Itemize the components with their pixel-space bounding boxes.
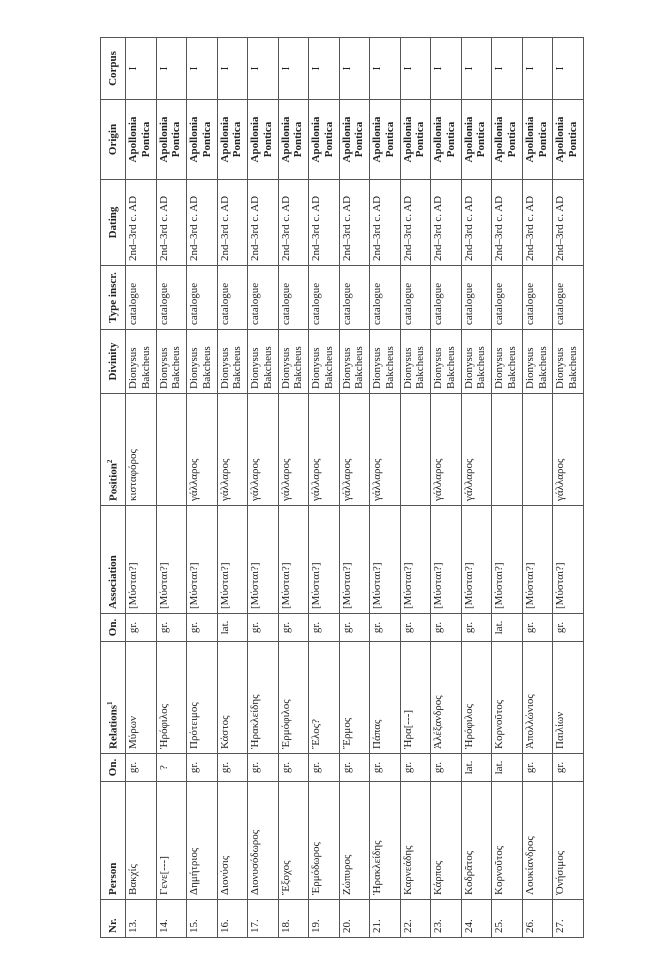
column-header-corpus: Corpus	[101, 38, 126, 100]
cell-relations: Ἔλος?	[309, 642, 340, 754]
cell-corpus: I	[370, 38, 401, 100]
cell-on2: gr.	[187, 614, 218, 642]
cell-person: Γενε[---]	[156, 782, 187, 900]
cell-person: Ὀνήσιμος	[553, 782, 584, 900]
cell-position: γάλλαρος	[431, 394, 462, 506]
cell-nr: 22.	[400, 900, 431, 938]
cell-association: [Μύσται?]	[492, 506, 523, 614]
cell-on2: gr.	[522, 614, 553, 642]
cell-on1: lat.	[492, 754, 523, 782]
cell-relations: Κάστος	[217, 642, 248, 754]
table-row	[370, 38, 401, 938]
cell-association: [Μύσται?]	[217, 506, 248, 614]
column-header-association: Association	[101, 506, 126, 614]
cell-on2: gr.	[248, 614, 279, 642]
cell-on1: gr.	[522, 754, 553, 782]
cell-relations: Ἀπολλώνιος	[522, 642, 553, 754]
cell-position: γάλλαρος	[370, 394, 401, 506]
inscription-table	[100, 37, 584, 938]
cell-on1: gr.	[553, 754, 584, 782]
footnote-marker: 2	[105, 459, 114, 464]
cell-association: [Μύσται?]	[553, 506, 584, 614]
cell-position: γάλλαρος	[278, 394, 309, 506]
cell-corpus: I	[339, 38, 370, 100]
cell-on1: gr.	[278, 754, 309, 782]
cell-corpus: I	[248, 38, 279, 100]
cell-on2: gr.	[126, 614, 157, 642]
table-row	[309, 38, 340, 938]
cell-nr: 26.	[522, 900, 553, 938]
cell-association: [Μύσται?]	[370, 506, 401, 614]
cell-position: γάλλαρος	[217, 394, 248, 506]
cell-origin: Apollonia Pontica	[461, 100, 492, 180]
cell-divinity: Dionysus Bakcheus	[522, 330, 553, 394]
cell-divinity: Dionysus Bakcheus	[370, 330, 401, 394]
column-header-type: Type inscr.	[101, 266, 126, 330]
cell-origin: Apollonia Pontica	[126, 100, 157, 180]
cell-person: Κάρπος	[431, 782, 462, 900]
cell-position: γάλλαρος	[187, 394, 218, 506]
cell-person: Κοδρᾶτος	[461, 782, 492, 900]
cell-position	[400, 394, 431, 506]
cell-dating: 2nd–3rd c. AD	[187, 180, 218, 266]
table-row	[431, 38, 462, 938]
cell-nr: 27.	[553, 900, 584, 938]
cell-origin: Apollonia Pontica	[370, 100, 401, 180]
cell-origin: Apollonia Pontica	[553, 100, 584, 180]
table-row	[126, 38, 157, 938]
cell-type: catalogue	[553, 266, 584, 330]
cell-divinity: Dionysus Bakcheus	[278, 330, 309, 394]
cell-dating: 2nd–3rd c. AD	[492, 180, 523, 266]
table-row	[156, 38, 187, 938]
cell-person: Διονύσις	[217, 782, 248, 900]
cell-position	[492, 394, 523, 506]
cell-dating: 2nd–3rd c. AD	[400, 180, 431, 266]
cell-corpus: I	[492, 38, 523, 100]
cell-person: Λουκίανδρος	[522, 782, 553, 900]
cell-association: [Μύσται?]	[400, 506, 431, 614]
cell-origin: Apollonia Pontica	[339, 100, 370, 180]
table-row	[217, 38, 248, 938]
cell-relations: Ἡρόφιλος	[461, 642, 492, 754]
cell-position: γάλλαρος	[309, 394, 340, 506]
cell-type: catalogue	[217, 266, 248, 330]
cell-on1: gr.	[431, 754, 462, 782]
cell-on2: gr.	[278, 614, 309, 642]
table-row	[492, 38, 523, 938]
cell-divinity: Dionysus Bakcheus	[492, 330, 523, 394]
cell-type: catalogue	[126, 266, 157, 330]
cell-person: Δημήτριος	[187, 782, 218, 900]
cell-relations: Ἡρόφιλος	[156, 642, 187, 754]
cell-type: catalogue	[248, 266, 279, 330]
cell-nr: 25.	[492, 900, 523, 938]
cell-position	[156, 394, 187, 506]
cell-relations: Μύρων	[126, 642, 157, 754]
column-header-origin: Origin	[101, 100, 126, 180]
table-row	[400, 38, 431, 938]
cell-dating: 2nd–3rd c. AD	[431, 180, 462, 266]
cell-person: Ζώπυρος	[339, 782, 370, 900]
cell-on1: gr.	[187, 754, 218, 782]
cell-type: catalogue	[339, 266, 370, 330]
table-header-row	[101, 38, 126, 938]
cell-dating: 2nd–3rd c. AD	[461, 180, 492, 266]
cell-position: γάλλαρος	[461, 394, 492, 506]
cell-on2: gr.	[339, 614, 370, 642]
cell-nr: 23.	[431, 900, 462, 938]
cell-dating: 2nd–3rd c. AD	[553, 180, 584, 266]
cell-divinity: Dionysus Bakcheus	[309, 330, 340, 394]
column-header-on2: On.	[101, 614, 126, 642]
cell-on1: ?	[156, 754, 187, 782]
cell-person: Διονυσόδωρος	[248, 782, 279, 900]
cell-on2: gr.	[370, 614, 401, 642]
cell-divinity: Dionysus Bakcheus	[156, 330, 187, 394]
cell-divinity: Dionysus Bakcheus	[431, 330, 462, 394]
cell-on2: gr.	[309, 614, 340, 642]
cell-dating: 2nd–3rd c. AD	[339, 180, 370, 266]
cell-type: catalogue	[492, 266, 523, 330]
table-row	[522, 38, 553, 938]
table-row	[278, 38, 309, 938]
cell-association: [Μύσται?]	[431, 506, 462, 614]
cell-relations: Ἡρακλείδης	[248, 642, 279, 754]
cell-corpus: I	[309, 38, 340, 100]
cell-divinity: Dionysus Bakcheus	[461, 330, 492, 394]
cell-type: catalogue	[156, 266, 187, 330]
cell-on1: gr.	[126, 754, 157, 782]
cell-dating: 2nd–3rd c. AD	[278, 180, 309, 266]
cell-association: [Μύσται?]	[156, 506, 187, 614]
column-header-position: Position$^2$	[101, 394, 126, 506]
cell-type: catalogue	[522, 266, 553, 330]
cell-type: catalogue	[309, 266, 340, 330]
cell-corpus: I	[461, 38, 492, 100]
cell-association: [Μύσται?]	[339, 506, 370, 614]
cell-type: catalogue	[278, 266, 309, 330]
column-header-nr: Nr.	[101, 900, 126, 938]
cell-relations: Πάπας	[370, 642, 401, 754]
cell-origin: Apollonia Pontica	[492, 100, 523, 180]
cell-on2: gr.	[156, 614, 187, 642]
cell-on1: gr.	[400, 754, 431, 782]
cell-origin: Apollonia Pontica	[217, 100, 248, 180]
cell-type: catalogue	[431, 266, 462, 330]
cell-person: Καρνεάδης	[400, 782, 431, 900]
cell-dating: 2nd–3rd c. AD	[156, 180, 187, 266]
cell-dating: 2nd–3rd c. AD	[126, 180, 157, 266]
cell-origin: Apollonia Pontica	[156, 100, 187, 180]
column-header-relations: Relations$^1$	[101, 642, 126, 754]
footnote-marker: 1	[105, 701, 114, 705]
table-row	[461, 38, 492, 938]
cell-corpus: I	[553, 38, 584, 100]
table-row	[339, 38, 370, 938]
cell-relations: Ἡρα[---]	[400, 642, 431, 754]
cell-association: [Μύσται?]	[248, 506, 279, 614]
table-row	[553, 38, 584, 938]
cell-on2: lat.	[217, 614, 248, 642]
cell-association: [Μύσται?]	[461, 506, 492, 614]
cell-relations: Παιλίων	[553, 642, 584, 754]
cell-origin: Apollonia Pontica	[431, 100, 462, 180]
column-header-divinity: Divinity	[101, 330, 126, 394]
cell-person: Ἑρμόδωρος	[309, 782, 340, 900]
cell-position: γάλλαρος	[339, 394, 370, 506]
rotated-table-page	[100, 38, 584, 938]
cell-origin: Apollonia Pontica	[248, 100, 279, 180]
column-header-dating: Dating	[101, 180, 126, 266]
cell-corpus: I	[278, 38, 309, 100]
cell-relations: Ἀλέξανδρος	[431, 642, 462, 754]
cell-nr: 24.	[461, 900, 492, 938]
cell-on1: gr.	[217, 754, 248, 782]
cell-association: [Μύσται?]	[187, 506, 218, 614]
cell-nr: 21.	[370, 900, 401, 938]
cell-relations: Κορνοῦτος	[492, 642, 523, 754]
cell-type: catalogue	[400, 266, 431, 330]
cell-type: catalogue	[370, 266, 401, 330]
cell-corpus: I	[187, 38, 218, 100]
cell-nr: 19.	[309, 900, 340, 938]
cell-nr: 20.	[339, 900, 370, 938]
cell-on2: lat.	[492, 614, 523, 642]
cell-nr: 18.	[278, 900, 309, 938]
cell-on2: gr.	[431, 614, 462, 642]
cell-origin: Apollonia Pontica	[278, 100, 309, 180]
cell-divinity: Dionysus Bakcheus	[400, 330, 431, 394]
cell-position: γάλλαρος	[248, 394, 279, 506]
cell-origin: Apollonia Pontica	[187, 100, 218, 180]
cell-association: [Μύσται?]	[309, 506, 340, 614]
cell-on1: gr.	[309, 754, 340, 782]
cell-association: [Μύσται?]	[522, 506, 553, 614]
cell-on1: gr.	[339, 754, 370, 782]
cell-on2: gr.	[553, 614, 584, 642]
cell-person: Ἔξοχος	[278, 782, 309, 900]
table-row	[187, 38, 218, 938]
cell-position	[522, 394, 553, 506]
cell-divinity: Dionysus Bakcheus	[187, 330, 218, 394]
cell-on1: lat.	[461, 754, 492, 782]
cell-association: [Μύσται?]	[126, 506, 157, 614]
cell-divinity: Dionysus Bakcheus	[553, 330, 584, 394]
cell-origin: Apollonia Pontica	[309, 100, 340, 180]
cell-dating: 2nd–3rd c. AD	[522, 180, 553, 266]
cell-type: catalogue	[461, 266, 492, 330]
cell-origin: Apollonia Pontica	[400, 100, 431, 180]
cell-dating: 2nd–3rd c. AD	[309, 180, 340, 266]
cell-corpus: I	[431, 38, 462, 100]
cell-nr: 14.	[156, 900, 187, 938]
cell-type: catalogue	[187, 266, 218, 330]
cell-relations: Ἔρμος	[339, 642, 370, 754]
cell-nr: 13.	[126, 900, 157, 938]
cell-person: Βακχίς	[126, 782, 157, 900]
column-header-on1: On.	[101, 754, 126, 782]
cell-relations: Πρότειμος	[187, 642, 218, 754]
cell-person: Ἡρακλείδης	[370, 782, 401, 900]
cell-on1: gr.	[370, 754, 401, 782]
cell-nr: 15.	[187, 900, 218, 938]
cell-divinity: Dionysus Bakcheus	[339, 330, 370, 394]
cell-divinity: Dionysus Bakcheus	[217, 330, 248, 394]
cell-corpus: I	[156, 38, 187, 100]
cell-association: [Μύσται?]	[278, 506, 309, 614]
cell-dating: 2nd–3rd c. AD	[217, 180, 248, 266]
cell-corpus: I	[400, 38, 431, 100]
cell-corpus: I	[217, 38, 248, 100]
cell-on1: gr.	[248, 754, 279, 782]
cell-nr: 16.	[217, 900, 248, 938]
cell-person: Κορνοῦτος	[492, 782, 523, 900]
table-body	[126, 38, 584, 938]
cell-relations: Ἑρμόφιλος	[278, 642, 309, 754]
cell-divinity: Dionysus Bakcheus	[248, 330, 279, 394]
cell-corpus: I	[522, 38, 553, 100]
cell-dating: 2nd–3rd c. AD	[248, 180, 279, 266]
cell-dating: 2nd–3rd c. AD	[370, 180, 401, 266]
cell-divinity: Dionysus Bakcheus	[126, 330, 157, 394]
cell-nr: 17.	[248, 900, 279, 938]
cell-on2: gr.	[400, 614, 431, 642]
cell-corpus: I	[126, 38, 157, 100]
cell-origin: Apollonia Pontica	[522, 100, 553, 180]
cell-on2: gr.	[461, 614, 492, 642]
column-header-person: Person	[101, 782, 126, 900]
cell-position: κισταφόρος	[126, 394, 157, 506]
table-row	[248, 38, 279, 938]
cell-position: γάλλαρος	[553, 394, 584, 506]
